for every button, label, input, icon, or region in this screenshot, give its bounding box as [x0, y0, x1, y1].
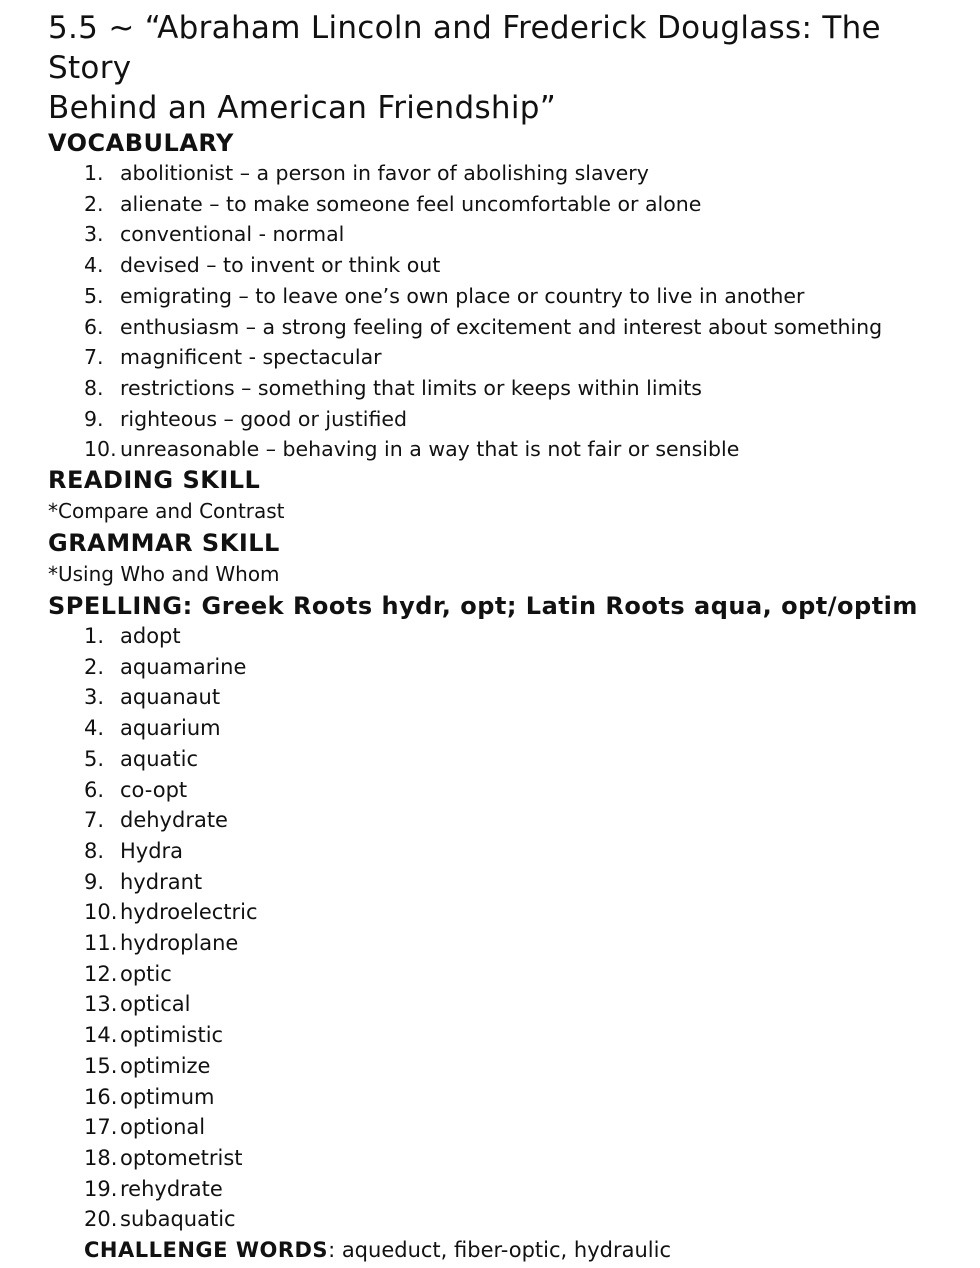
item-text: optional	[120, 1115, 206, 1140]
spelling-item	[48, 989, 968, 1020]
spelling-item	[48, 1112, 968, 1143]
item-number: 5.	[84, 283, 104, 308]
item-text: hydrant	[120, 869, 203, 894]
item-number: 3.	[84, 222, 104, 247]
reading-skill-note: *Compare and Contrast	[48, 499, 285, 524]
item-number: 12.	[84, 961, 118, 986]
spelling-item	[48, 1143, 968, 1174]
item-text: restrictions – something that limits or keeps within limits	[120, 375, 702, 400]
item-number: 7.	[84, 345, 104, 370]
vocabulary-item	[48, 404, 968, 435]
vocabulary-item	[48, 373, 968, 404]
item-text: co-opt	[120, 777, 188, 802]
spelling-item	[48, 1020, 968, 1051]
item-text: aquatic	[120, 746, 198, 771]
item-number: 4.	[84, 253, 104, 278]
item-text: optimize	[120, 1053, 211, 1078]
vocabulary-item	[48, 219, 968, 250]
page-title	[48, 8, 968, 128]
item-text: optical	[120, 992, 191, 1017]
item-number: 6.	[84, 777, 105, 802]
spelling-item	[48, 652, 968, 683]
reading-skill-heading: READING SKILL	[48, 466, 261, 495]
spelling-item	[48, 867, 968, 898]
grammar-skill-note: *Using Who and Whom	[48, 562, 280, 587]
item-text: optometrist	[120, 1145, 243, 1170]
vocabulary-item	[48, 250, 968, 281]
vocabulary-item	[48, 434, 968, 465]
spelling-heading	[48, 591, 968, 621]
challenge-label: CHALLENGE WORDS	[84, 1238, 329, 1263]
item-text: hydroplane	[120, 931, 239, 956]
spelling-item	[48, 1174, 968, 1205]
item-text: enthusiasm – a strong feeling of excitement and interest about something	[120, 314, 883, 339]
item-number: 7.	[84, 808, 105, 833]
vocabulary-item	[48, 281, 968, 312]
item-number: 11.	[84, 931, 118, 956]
vocabulary-heading: VOCABULARY	[48, 129, 234, 157]
vocabulary-list	[48, 158, 968, 465]
vocabulary-item	[48, 189, 968, 220]
item-number: 4.	[84, 716, 105, 741]
item-number: 16.	[84, 1084, 118, 1109]
item-text: hydroelectric	[120, 900, 258, 925]
item-number: 1.	[84, 161, 104, 185]
item-text: unreasonable – behaving in a way that is not fair or sensible	[120, 437, 740, 462]
item-number: 2.	[84, 654, 105, 679]
item-text: aquamarine	[120, 654, 247, 679]
spelling-item	[48, 621, 968, 652]
item-number: 6.	[84, 314, 104, 339]
vocabulary-item	[48, 312, 968, 343]
item-number: 18.	[84, 1145, 118, 1170]
item-text: dehydrate	[120, 808, 228, 833]
spelling-list	[48, 621, 968, 1235]
spelling-item	[48, 928, 968, 959]
spelling-item	[48, 805, 968, 836]
item-number: 5.	[84, 746, 105, 771]
item-number: 8.	[84, 375, 104, 400]
item-text: alienate – to make someone feel uncomfortable or alone	[120, 191, 702, 216]
item-number: 19.	[84, 1176, 118, 1201]
item-number: 10.	[84, 900, 118, 925]
item-number: 13.	[84, 992, 118, 1017]
grammar-skill-heading: GRAMMAR SKILL	[48, 529, 280, 558]
item-text: optimum	[120, 1084, 215, 1109]
item-text: devised – to invent or think out	[120, 253, 441, 278]
worksheet-page	[48, 8, 968, 1265]
item-text: aquanaut	[120, 685, 221, 710]
challenge-list: : aqueduct, fiber-optic, hydraulic	[328, 1238, 671, 1263]
item-text: rehydrate	[120, 1176, 223, 1201]
item-text: adopt	[120, 624, 181, 649]
item-number: 1.	[84, 624, 105, 649]
item-number: 10.	[84, 437, 117, 462]
spelling-item	[48, 836, 968, 867]
item-text: abolitionist – a person in favor of abolishing slavery	[120, 161, 649, 185]
spelling-item	[48, 959, 968, 990]
vocabulary-item	[48, 158, 968, 189]
item-number: 9.	[84, 406, 104, 431]
spelling-label: SPELLING:	[48, 592, 193, 621]
vocabulary-item	[48, 342, 968, 373]
item-number: 2.	[84, 191, 104, 216]
spelling-subheading: Greek Roots hydr, opt; Latin Roots aqua, opt/optim	[201, 592, 918, 621]
spelling-item	[48, 682, 968, 713]
item-text: conventional - normal	[120, 222, 345, 247]
item-number: 3.	[84, 685, 105, 710]
item-text: subaquatic	[120, 1207, 236, 1232]
item-text: aquarium	[120, 716, 221, 741]
spelling-item	[48, 1204, 968, 1235]
item-number: 17.	[84, 1115, 118, 1140]
item-number: 15.	[84, 1053, 118, 1078]
item-text: optic	[120, 961, 172, 986]
title-line-2: Behind an American Friendship”	[48, 90, 557, 126]
spelling-item	[48, 775, 968, 806]
item-text: Hydra	[120, 838, 184, 863]
spelling-item	[48, 744, 968, 775]
challenge-words	[48, 1235, 968, 1265]
item-text: emigrating – to leave one’s own place or country to live in another	[120, 283, 805, 308]
item-number: 8.	[84, 838, 105, 863]
item-number: 9.	[84, 869, 105, 894]
item-text: righteous – good or justified	[120, 406, 408, 431]
spelling-item	[48, 1082, 968, 1113]
item-number: 20.	[84, 1207, 118, 1232]
item-text: magnificent - spectacular	[120, 345, 382, 370]
spelling-item	[48, 1051, 968, 1082]
item-text: optimistic	[120, 1023, 224, 1048]
spelling-item	[48, 897, 968, 928]
spelling-item	[48, 713, 968, 744]
title-line-1: 5.5 ~ “Abraham Lincoln and Frederick Douglass: The Story	[48, 10, 881, 86]
item-number: 14.	[84, 1023, 118, 1048]
